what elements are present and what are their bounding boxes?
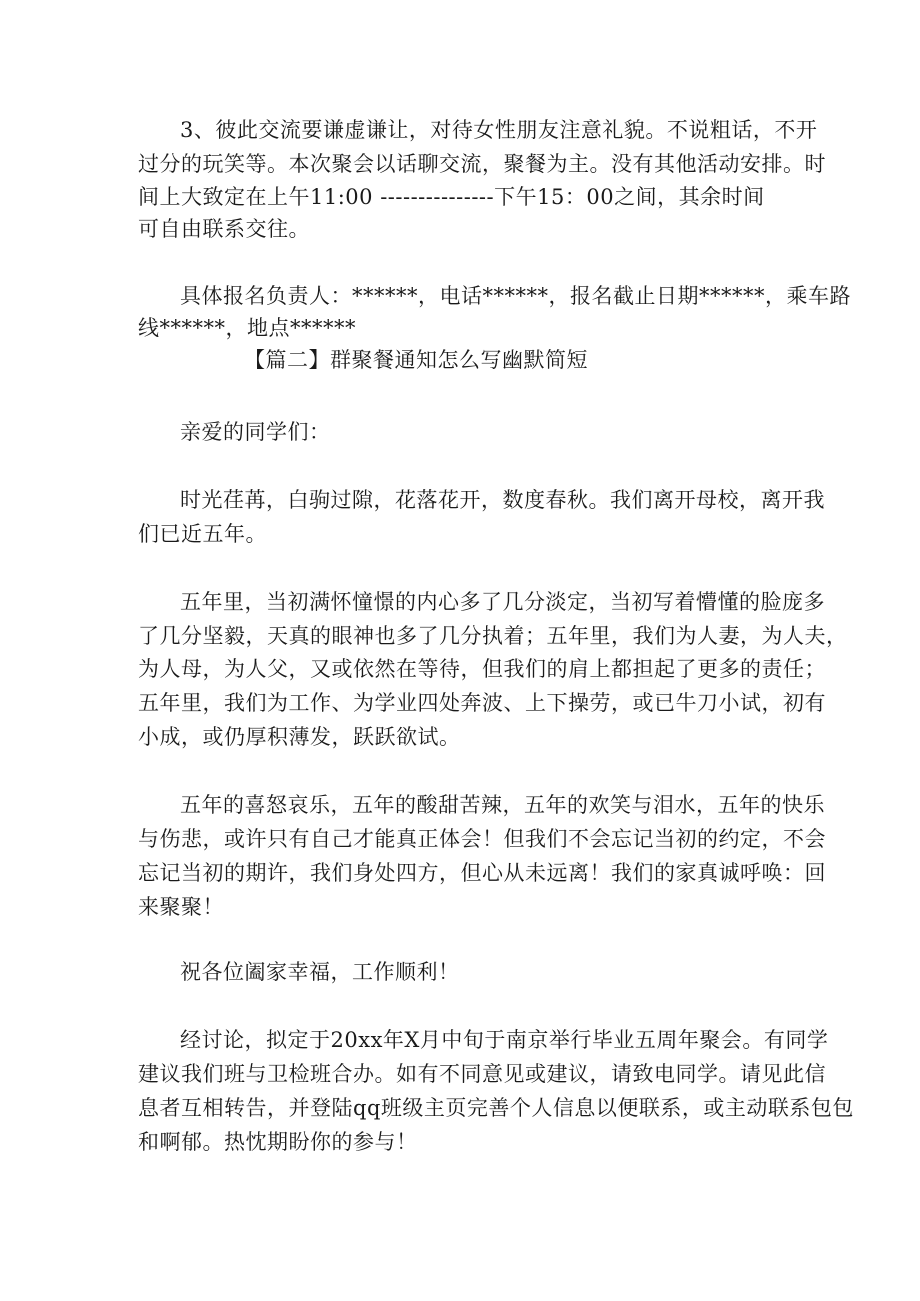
paragraph-5-line-5: 小成，或仍厚积薄发，跃跃欲试。 [138,725,461,749]
paragraph-2-line-1: 具体报名负责人：******，电话******，报名截止日期******，乘车路 [180,284,851,308]
paragraph-6-line-1: 五年的喜怒哀乐，五年的酸甜苦辣，五年的欢笑与泪水，五年的快乐 [180,793,825,817]
paragraph-5-line-2: 了几分坚毅，天真的眼神也多了几分执着；五年里，我们为人妻，为人夫， [138,624,848,648]
paragraph-4-line-1: 时光荏苒，白驹过隙，花落花开，数度春秋。我们离开母校，离开我 [180,488,825,512]
paragraph-8-line-3: 息者互相转告，并登陆qq班级主页完善个人信息以便联系，或主动联系包包 [138,1096,854,1120]
paragraph-8-line-1: 经讨论，拟定于20xx年X月中旬于南京举行毕业五周年聚会。有同学 [180,1028,829,1052]
paragraph-4-line-2: 们已近五年。 [138,522,267,546]
paragraph-8-line-2: 建议我们班与卫检班合办。如有不同意见或建议，请致电同学。请见此信 [138,1062,826,1086]
paragraph-2-line-2: 线******，地点****** [138,316,356,340]
greeting: 亲爱的同学们： [180,420,331,444]
paragraph-6-line-3: 忘记当初的期许，我们身处四方，但心从未远离！我们的家真诚呼唤：回 [138,861,826,885]
paragraph-1-line-2: 过分的玩笑等。本次聚会以话聊交流，聚餐为主。没有其他活动安排。时 [138,152,826,176]
paragraph-6-line-2: 与伤悲，或许只有自己才能真正体会！但我们不会忘记当初的约定，不会 [138,827,826,851]
blessing-line: 祝各位阖家幸福，工作顺利！ [180,960,460,984]
paragraph-1-line-1: 3、彼此交流要谦虚谦让，对待女性朋友注意礼貌。不说粗话，不开 [180,118,818,142]
paragraph-5-line-3: 为人母，为人父，又或依然在等待，但我们的肩上都担起了更多的责任； [138,657,826,681]
paragraph-8-line-4: 和啊郁。热忱期盼你的参与！ [138,1130,418,1154]
paragraph-5-line-1: 五年里，当初满怀憧憬的内心多了几分淡定，当初写着懵懂的脸庞多 [180,590,825,614]
paragraph-1-line-3: 间上大致定在上午11:00 ---------------下午15：00之间，其余时间 [138,185,765,209]
paragraph-6-line-4: 来聚聚！ [138,895,224,919]
paragraph-5-line-4: 五年里，我们为工作、为学业四处奔波、上下操劳，或已牛刀小试，初有 [138,691,826,715]
section-heading: 【篇二】群聚餐通知怎么写幽默简短 [244,348,588,372]
paragraph-1-line-4: 可自由联系交往。 [138,217,310,241]
